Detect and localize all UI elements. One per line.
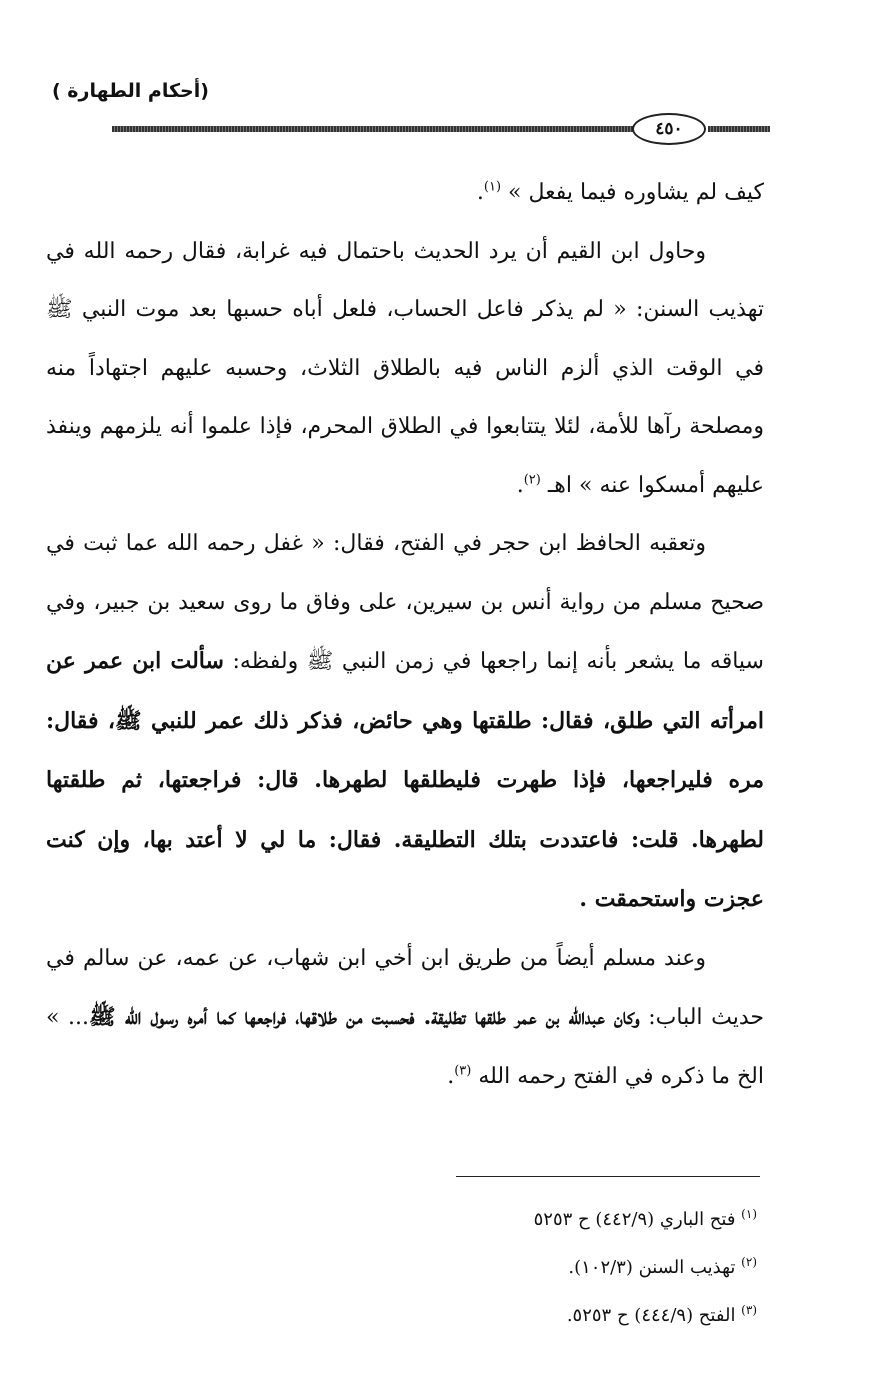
- paragraph-1: كيف لم يشاوره فيما يفعل » $^{(١)}$.: [476, 179, 764, 205]
- page-number: ٤٥٠: [655, 119, 683, 139]
- footnote-3: $^{(٣)}$ الفتح (٤٤٤/٩) ح ٥٢٥٣.: [566, 1303, 757, 1326]
- quoted-hadith-1: سألت ابن عمر عن امرأته التي طلق، فقال: طلقتها وهي حائض، فذكر ذلك عمر للنبي ﷺ، فقال: مره فليراجعها، فإذا طهرت فليطلقها لطهرها. قال: فراجعتها، ثم طلقتها لطهرها. قلت: فاعتددت بتلك التطليقة. فقال: ما لي لا أعتد بها، وإن كنت عجزت واستحمقت .: [46, 648, 764, 912]
- header-rule-left: [112, 126, 634, 132]
- running-header-title: (أحكام الطهارة ): [52, 80, 209, 102]
- footnotes: [257, 1196, 757, 1340]
- page-header: [0, 0, 873, 160]
- header-rule-right: [708, 126, 770, 132]
- footnote-ref-2: (٢): [523, 472, 541, 488]
- footnote-ref-3: (٣): [454, 1063, 472, 1079]
- paragraph-4: وعند مسلم أيضاً من طريق ابن أخي ابن شهاب، عن عمه، عن سالم في حديث الباب: وكان عبدالله بن عمر طلقها تطليقة. فحسبت من طلاقها، فراجعها كما أمره رسول الله ﷺ... » الخ ما ذكره في الفتح رحمه الله $^{(٣)}$.: [46, 945, 765, 1089]
- paragraph-3: وتعقبه الحافظ ابن حجر في الفتح، فقال: « غفل رحمه الله عما ثبت في صحيح مسلم من رواية أنس بن سيرين، على وفاق ما روى سعيد بن جبير، وفي سياقه ما يشعر بأنه إنما راجعها في زمن النبي ﷺ ولفظه: سألت ابن عمر عن امرأته التي طلق، فقال: طلقتها وهي حائض، فذكر ذلك عمر للنبي ﷺ، فقال: مره فليراجعها، فإذا طهرت فليطلقها لطهرها. قال: فراجعتها، ثم طلقتها لطهرها. قلت: فاعتددت بتلك التطليقة. فقال: ما لي لا أعتد بها، وإن كنت عجزت واستحمقت .: [46, 531, 764, 912]
- quoted-hadith-2: وكان عبدالله بن عمر طلقها تطليقة. فحسبت من طلاقها، فراجعها كما أمره رسول الله ﷺ: [89, 1004, 640, 1030]
- footnote-ref-1: (١): [483, 179, 502, 195]
- footnote-1: $^{(١)}$ فتح الباري (٤٤٢/٩) ح ٥٢٥٣: [533, 1207, 757, 1230]
- paragraph-2: وحاول ابن القيم أن يرد الحديث باحتمال فيه غرابة، فقال رحمه الله في تهذيب السنن: « لم يذكر فاعل الحساب، فلعل أباه حسبها بعد موت النبي ﷺ في الوقت الذي ألزم الناس فيه بالطلاق الثلاث، وحسبه عليهم اجتهاداً منه ومصلحة رآها للأمة، لئلا يتتابعوا في الطلاق المحرم، فإذا علموا أنه يلزمهم وينفذ عليهم أمسكوا عنه » اهـ $^{(٢)}$.: [46, 238, 764, 498]
- main-text: [46, 164, 764, 1106]
- footnote-2: $^{(٢)}$ تهذيب السنن (١٠٢/٣).: [568, 1255, 757, 1278]
- page-number-badge: [632, 113, 706, 145]
- footnote-separator: [456, 1176, 760, 1177]
